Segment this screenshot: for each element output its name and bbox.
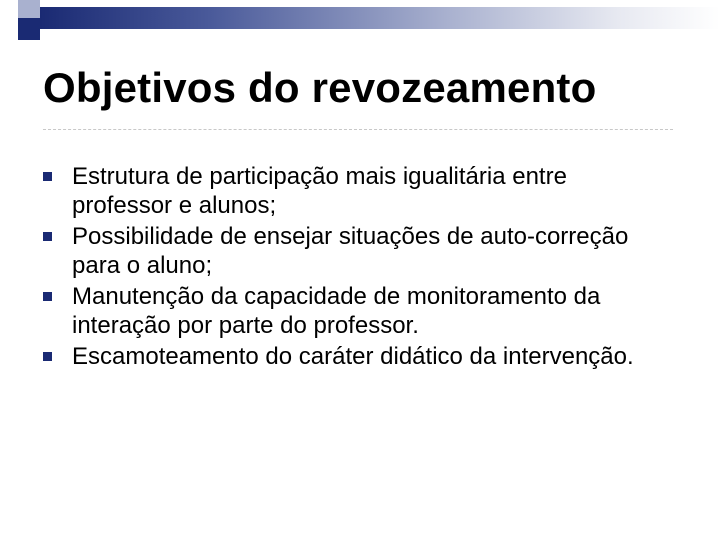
gradient-banner (40, 7, 720, 29)
bullet-text: Possibilidade de ensejar situações de auto-correção para o aluno; (72, 223, 629, 279)
header-decoration (0, 0, 720, 50)
bullet-text: Estrutura de participação mais igualitária entre professor e alunos; (72, 163, 567, 219)
deco-square-white-lower (0, 18, 18, 40)
bullet-item (0, 222, 652, 280)
bullet-text: Escamoteamento do caráter didático da intervenção. (72, 343, 634, 370)
square-bullet-icon (43, 172, 52, 181)
slide-title: Objetivos do revozeamento (43, 64, 597, 111)
bullet-item (0, 282, 652, 340)
bullet-text: Manutenção da capacidade de monitoramento da interação por parte do professor. (72, 283, 601, 339)
square-bullet-icon (43, 352, 52, 361)
square-bullet-icon (43, 292, 52, 301)
title-divider (43, 129, 673, 130)
bullet-item (0, 342, 652, 371)
bullet-item (0, 162, 652, 220)
square-bullet-icon (43, 232, 52, 241)
deco-square-dark (18, 18, 40, 40)
bullet-list (0, 162, 652, 373)
